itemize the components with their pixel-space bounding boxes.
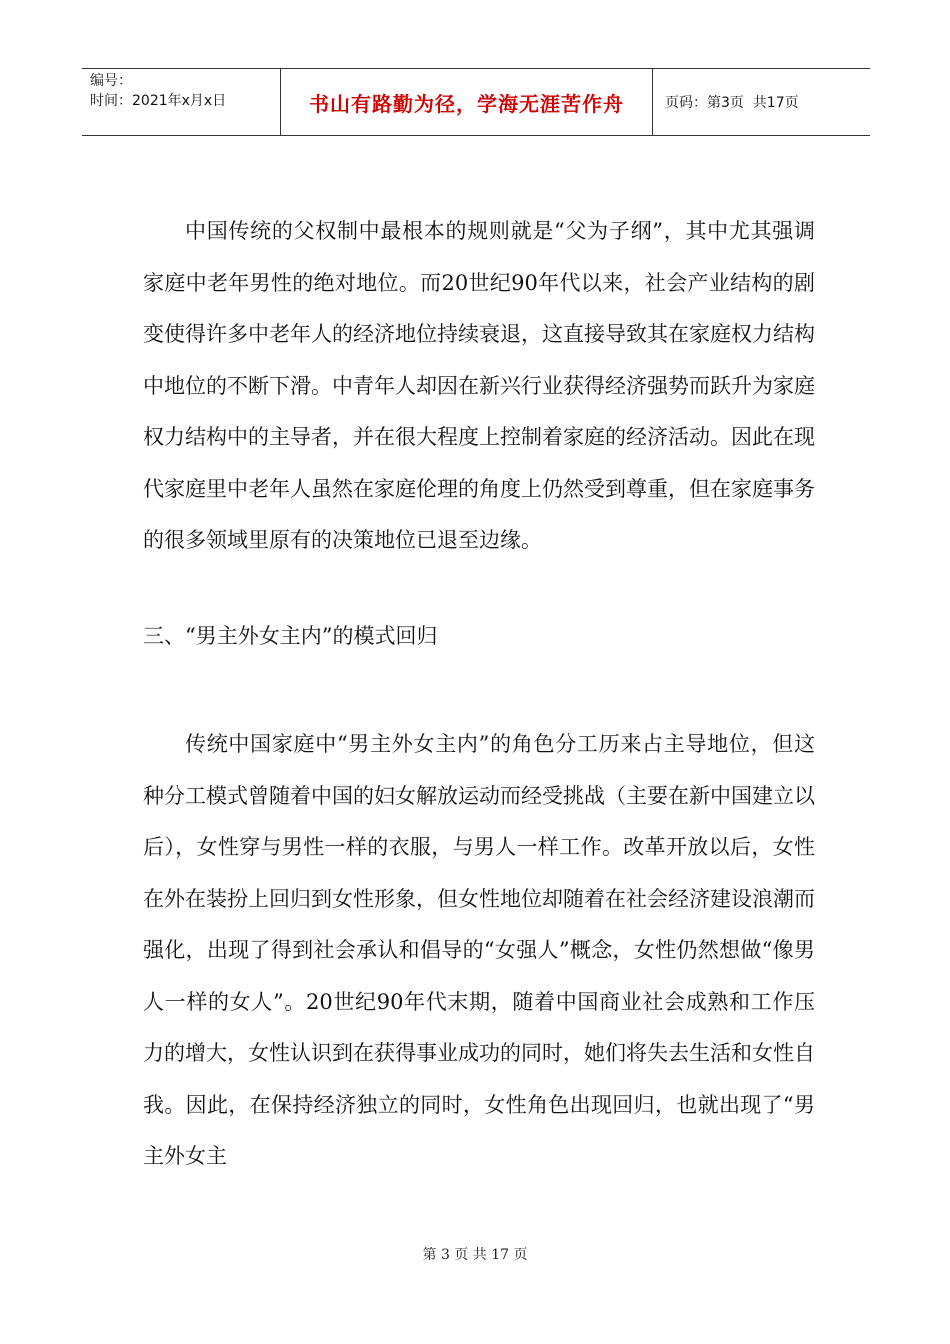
body-paragraph-2: 传统中国家庭中“男主外女主内”的角色分工历来占主导地位，但这种分工模式曾随着中国的妇女解放运动而经受挑战（主要在新中国建立以后），女性穿与男性一样的衣服，与男人一样工作。改革开放以后，女性在外在装扮上回归到女性形象，但女性地位却随着在社会经济建设浪潮而强化，出现了得到社会承认和倡导的“女强人”概念，女性仍然想做“像男人一样的女人”。20世纪90年代末期，随着中国商业社会成熟和工作压力的增大，女性认识到在获得事业成功的同时，她们将失去生活和女性自我。因此，在保持经济独立的同时，女性角色出现回归，也就出现了“男主外女主 [143,732,815,1168]
header-meta [82,69,281,135]
paragraph-spacer [143,662,815,719]
motto-text: 书山有路勤为径，学海无涯苦作舟 [309,91,624,116]
header-page-info [653,69,870,135]
document-body [143,206,815,1183]
page-header [82,68,870,136]
section-heading: 三、“男主外女主内”的模式回归 [143,623,438,648]
body-paragraph-1: 中国传统的父权制中最根本的规则就是“父为子纲”，其中尤其强调家庭中老年男性的绝对地位。而20世纪90年代以来，社会产业结构的剧变使得许多中老年人的经济地位持续衰退，这直接导致其在家庭权力结构中地位的不断下滑。中青年人却因在新兴行业获得经济强势而跃升为家庭权力结构中的主导者，并在很大程度上控制着家庭的经济活动。因此在现代家庭里中老年人虽然在家庭伦理的角度上仍然受到尊重，但在家庭事务的很多领域里原有的决策地位已退至边缘。 [143,219,815,552]
footer-page-number: 第 3 页 共 17 页 [422,1247,528,1263]
document-date: 时间：2021年x月x日 [90,93,227,109]
header-motto [281,69,653,135]
page-info-text: 页码：第3页 共17页 [665,95,799,111]
paragraph-spacer [143,567,815,611]
page-footer [0,1244,950,1264]
document-code-label: 编号： [90,73,132,89]
